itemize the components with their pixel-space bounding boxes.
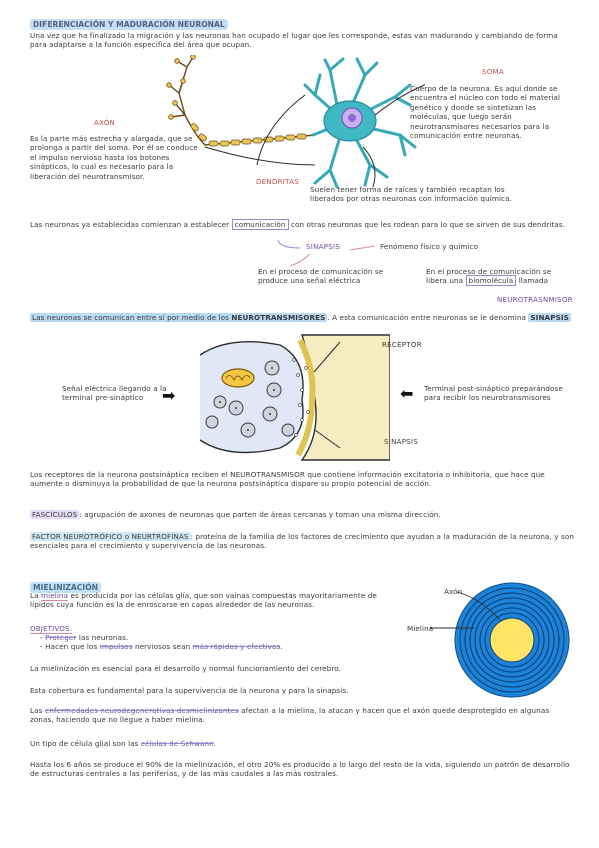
synapse-label: SINAPSIS xyxy=(384,438,419,446)
neuro-sentence-c: . A esta comunicación entre neuronas se le denomina xyxy=(327,313,529,322)
sinapsis-label-1: SINAPSIS xyxy=(306,243,341,251)
neurotransmisores-term: NEUROTRANSMISORES xyxy=(231,313,326,322)
objective-keyword-faster: más rápidos y efectivos xyxy=(192,642,281,652)
neuro-sentence-bg xyxy=(30,313,327,322)
neuron-illustration xyxy=(165,55,425,195)
objective-keyword-protect: Proteger xyxy=(45,633,77,642)
objective-keyword-impulses: impulsos xyxy=(99,642,133,652)
objective-item-1: - Proteger las neuronas. xyxy=(40,633,129,642)
electric-text: En el proceso de comunicación se produce una señal eléctrica xyxy=(258,267,384,286)
fasciculos-paragraph xyxy=(30,510,575,519)
objective-item-2: - Hacen que los impulsos nerviosos sean más rápidos y efectivos. xyxy=(40,642,283,652)
chemical-text xyxy=(426,267,571,286)
synapse-illustration xyxy=(190,330,390,465)
axon-label: AXÓN xyxy=(94,119,116,127)
myelin-text-b: es producida por las células glía, que son vainas compuestas mayoritariamente de lípidos cuya función es la de enroscarse en capas alrededor de las neuronas. xyxy=(30,591,377,610)
arrow-right-icon: ➡ xyxy=(162,386,176,405)
post-synaptic-caption: Terminal post-sináptico preparándose para recibir los neurotransmisores xyxy=(424,384,563,403)
schwann-keyword: células de Schwann xyxy=(140,739,214,748)
section-title-myelination: MIELINIZACIÓN xyxy=(30,575,101,594)
myelin-text-a: La xyxy=(30,591,41,600)
schwann-text: Un tipo de célula glial son las células de Schwann. xyxy=(30,739,217,748)
mitochondria xyxy=(222,369,254,387)
arrow-left-icon: ⬅ xyxy=(400,384,414,403)
dendritas-label: DENDRITAS xyxy=(256,178,300,186)
chemical-text-a: En el proceso de comunicación se libera una xyxy=(426,267,552,286)
coverage-text: Esta cobertura es fundamental para la supervivencia de la neurona y para la sinapsis. xyxy=(30,686,349,695)
nucleolus xyxy=(348,114,356,122)
objectives-list xyxy=(40,633,400,652)
factor-definition: : proteína de la familia de los factores de crecimiento que ayudan a la maduración de la neurona, y son esenciales para el crecimiento y supervivencia de las neuronas. xyxy=(30,532,575,551)
factor-paragraph xyxy=(30,532,575,551)
receptors-paragraph: Los receptores de la neurona postsináptica reciben el NEUROTRANSMISOR que contiene información excitatoria o inhibitoria, que hace que aumente o disminuya la probabilidad de que la neurona postsináptica dispare su propio potencial de acción. xyxy=(30,470,545,489)
axon-core xyxy=(490,618,534,662)
section-title-differentiation: DIFERENCIACIÓN Y MADURACIÓN NEURONAL xyxy=(30,12,228,31)
development-paragraph: Hasta los 6 años se produce el 90% de la mielinización, el otro 20% es producido a lo largo del resto de la vida, siguiendo un patrón de desarrollo de estructuras centrales a las periferias, y de las más caudales a las más rostrales. xyxy=(30,760,570,779)
axon-figure-label: Axón xyxy=(444,587,463,596)
fenomeno-text: Fenómeno físico y químico xyxy=(380,242,479,251)
myelin-paragraph xyxy=(30,591,400,610)
mielina-figure-label: Mielina xyxy=(407,624,434,633)
neuro-sentence-a: Las neuronas se comunican entre sí por medio de los xyxy=(32,313,232,322)
sinapsis-term: SINAPSIS xyxy=(530,313,569,322)
myelin-segments xyxy=(190,123,306,146)
biomolecule-keyword: biomolécula xyxy=(466,275,517,286)
fasciculos-term: FASCÍCULOS xyxy=(32,510,78,519)
axon-description: Es la parte más estrecha y alargada, que se prolonga a partir del soma. Por él se conduce el impulso nervioso hasta los botones sinápticos, lo cual es necesario para la liberación del neurotransmisor. xyxy=(30,134,198,181)
comm-text-b: con otras neuronas que les rodean para lo que se sirven de sus dendritas. xyxy=(288,220,566,229)
intro-paragraph: Una vez que ha finalizado la migración y las neuronas han ocupado el lugar que les corresponde, estas van madurando y cambiando de forma para adaptarse a la función específica del área que ocupan. xyxy=(30,31,558,50)
axon-terminals xyxy=(169,57,193,117)
myelin-figure xyxy=(400,578,590,748)
factor-term: FACTOR NEUROTRÓFICO o NEURTROFINAS xyxy=(32,532,189,541)
fasciculos-definition: : agrupación de axones de neuronas que parten de áreas cercanas y toman una misma dirección. xyxy=(79,510,441,519)
myelination-essential-text: La mielinización es esencial para el desarrollo y normal funcionamiento del cerebro. xyxy=(30,664,342,673)
diseases-keyword: enfermedades neurodegenerativas desmielinizantes xyxy=(44,706,239,715)
diseases-paragraph: Las enfermedades neurodegenerativas desmielinizantes afectan a la mielina, la atacan y hacen que el axón quede desprotegido en algunas zonas, haciendo que no llegue a haber mielina. xyxy=(30,706,550,725)
chemical-text-b: llamada xyxy=(516,276,549,286)
comm-text-a: Las neuronas ya establecidas comienzan a establecer xyxy=(30,220,232,229)
receptor-label: RECEPTOR xyxy=(382,341,422,349)
soma-label: SOMA xyxy=(482,68,504,76)
electric-signal-caption: Señal eléctrica llegando a la terminal pre-sináptico xyxy=(62,384,167,403)
myelin-keyword: mielina xyxy=(41,591,69,600)
objectives-label: OBJETIVOS: xyxy=(30,624,73,633)
soma-description: Cuerpo de la neurona. Es aquí donde se encuentra el núcleo con todo el material genético y donde se sintetizan las moléculas, que luego serán neurotransmisores necesarios para la comunicación entre neuronas. xyxy=(410,84,561,141)
neurotransmitter-sentence xyxy=(30,313,590,322)
dendritas-description: Suelen tener forma de raíces y también recaptan los liberados por otras neuronas con información química. xyxy=(310,185,512,204)
neurotransmitter-label: NEUROTRASNMISOR xyxy=(497,296,573,304)
communication-paragraph xyxy=(30,220,570,229)
comm-keyword: comunicación xyxy=(232,219,289,230)
